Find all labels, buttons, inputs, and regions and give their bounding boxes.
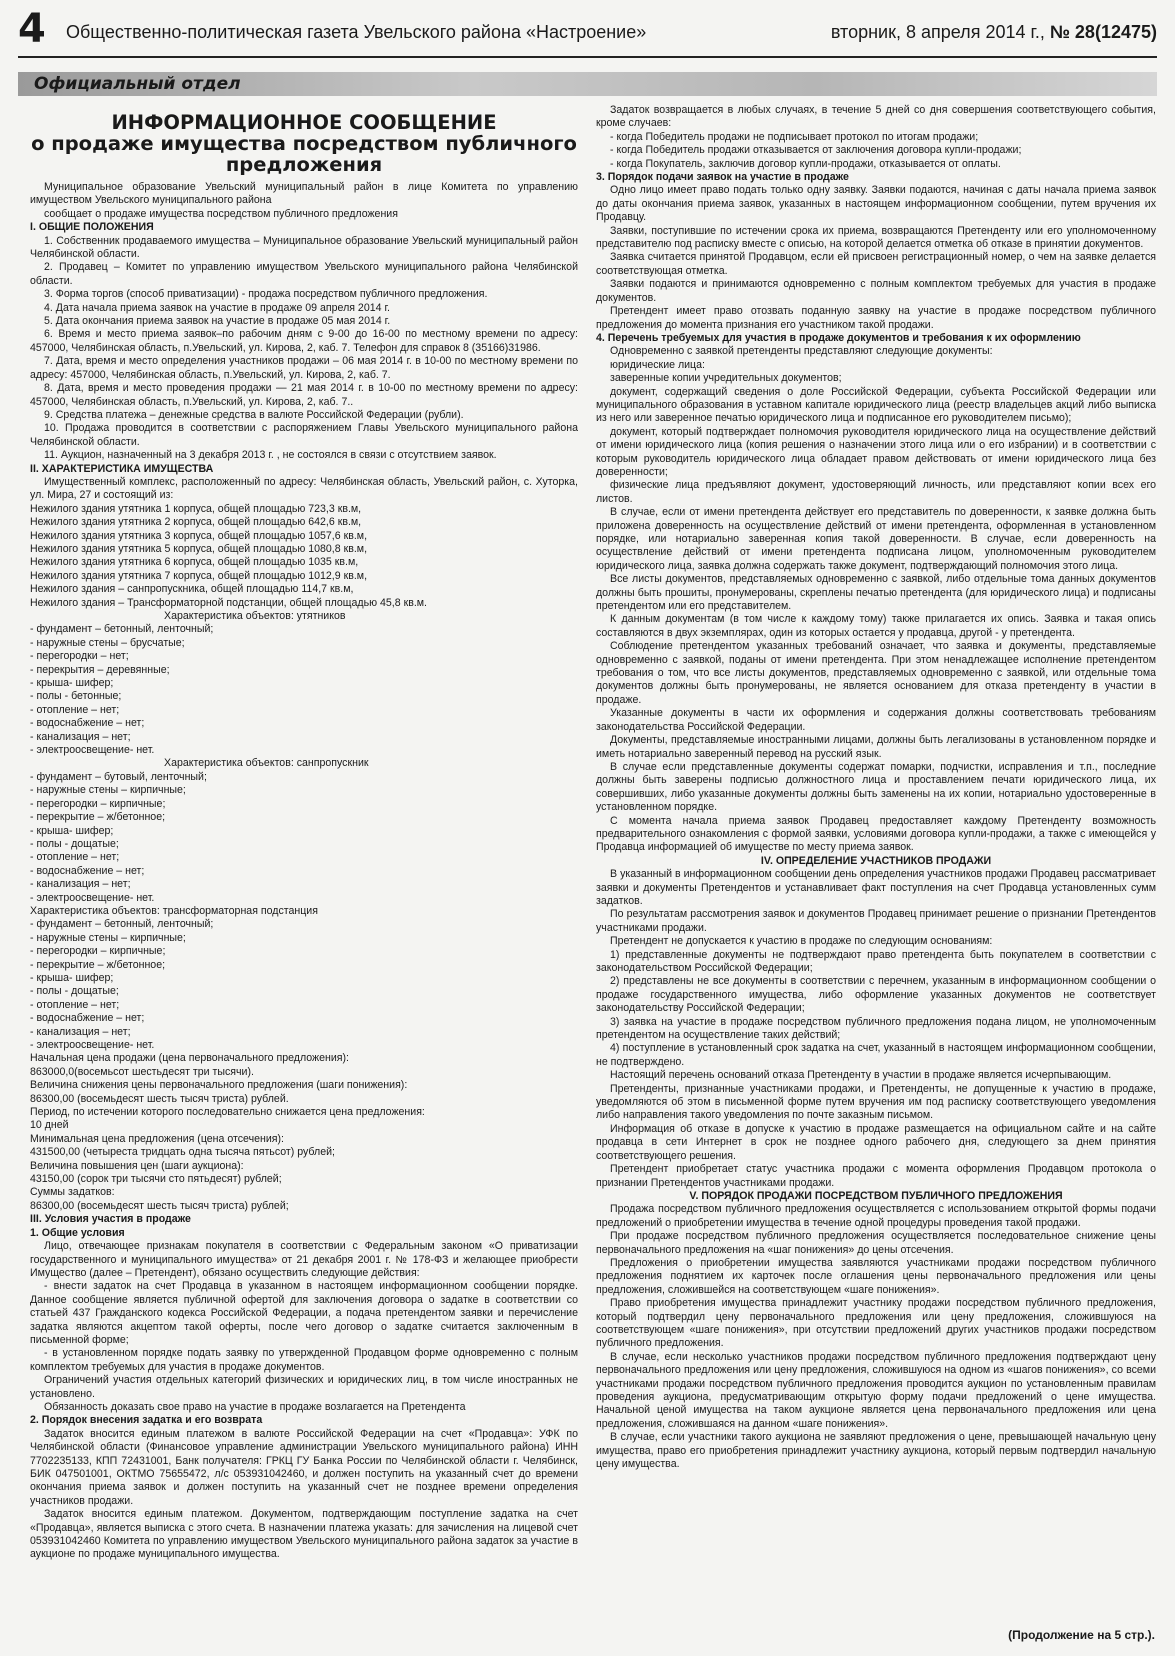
text-line: - крыша- шифер; [30, 677, 114, 690]
text-line: Ограничений участия отдельных категорий физических и юридических лиц, в том числе иностранных не установлено. [30, 1374, 578, 1400]
text-line: 431500,00 (четыреста тридцать одна тысяча пятьсот) рублей; [30, 1146, 335, 1159]
text-line: Обязанность доказать свое право на участие в продаже возлагается на Претендента [44, 1400, 466, 1413]
text-line: Информация об отказе в допуске к участию в продаже размещается на официальном сайте и на сайте продавца в сети Интернет в срок не позднее одного рабочего дня, следующего за днем принятия соответствующего решения. [596, 1122, 1156, 1162]
section-heading: II. ХАРАКТЕРИСТИКА ИМУЩЕСТВА [30, 462, 214, 475]
text-line: Заявки, поступившие по истечении срока их приема, возвращаются Претенденту или его уполномоченному представителю под расписку вместе с описью, на которой делается отметка об отказе в принятии документов. [596, 224, 1156, 251]
subsection-heading: 1. Общие условия [30, 1226, 125, 1239]
newspaper-name: Общественно-политическая газета Увельского района «Настроение» [66, 22, 647, 42]
text-line: 2) представлены не все документы в соответствии с перечнем, указанным в информационном сообщении о продаже государственного имущества, либо оформление указанных документов не соответствует законодательству Российской Федерации; [596, 975, 1156, 1015]
buildings-list [30, 503, 578, 610]
section-heading: I. ОБЩИЕ ПОЛОЖЕНИЯ [30, 221, 154, 234]
text-line: - электроосвещение- нет. [30, 1039, 155, 1051]
text-line: Величина снижения цены первоначального предложения (шаги понижения): [30, 1079, 408, 1092]
text-line: Соблюдение претендентом указанных требований означает, что заявка и документы, представляемые одновременно с заявкой, поданы от имени претендента. При этом ненадлежащее исполнение претендентом требования о том, что все листы документов, представляемых одновременно с заявкой, или отдельные тома документов должны быть пронумерованы, не является основанием для отказа претенденту в участии в продаже. [596, 640, 1156, 706]
text-line: Задаток возвращается в любых случаях, в течение 5 дней со дня совершения соответствующего события, кроме случаев: [596, 104, 1156, 130]
text-line: - крыша- шифер; [30, 824, 114, 837]
text-line: - электроосвещение- нет. [30, 891, 155, 904]
text-line: В указанный в информационном сообщении день определения участников продажи Продавец рассматривает заявки и документы Претендентов и устанавливает факт поступления на счет Продавца установленных сумм задатков. [596, 868, 1156, 907]
text-line: - перегородки – кирпичные; [30, 945, 166, 958]
issue-number: № 28(12475) [1049, 22, 1157, 42]
text-line: 86300,00 (восемьдесят шесть тысяч триста) рублей; [30, 1199, 289, 1212]
text-line: Задаток вносится единым платежом в валюте Российской Федерации на счет «Продавца»: УФК по Челябинской области (Финансовое управление администрации Увельского муниципального района) ИНН 7702235133, КПП 72431001, Банк получателя: ГРКЦ ГУ Банка России по Челябинской области г. Челябинск, БИК 047501001, ОКТМО 75655472, л/с 053931042460, и должен поступить на указанный счет до времени окончания приема заявок и должен поступить на указанный счет не позднее времени определения участников продажи. [30, 1427, 578, 1507]
text-line: юридические лица: [610, 358, 705, 371]
text-line: Задаток вносится единым платежом. Документом, подтверждающим поступление задатка на счет «Продавца», является выписка с этого счета. В назначении платежа указать: для зачисления на лицевой счет 053931042460 Комитета по управлению имуществом Увельского муниципального района задаток за участие в аукционе по продаже муниципального имущества. [30, 1508, 578, 1561]
continuation-note: (Продолжение на 5 стр.). [1008, 1628, 1155, 1642]
paragraph: Имущественный комплекс, расположенный по адресу: Челябинская область, Увельский район, с. Хуторка, ул. Мира, 27 и состоящий из: [30, 475, 578, 502]
text-line: 43150,00 (сорок три тысячи сто пятьдесят) рублей; [30, 1173, 282, 1186]
subsection-heading: 2. Порядок внесения задатка и его возврата [30, 1414, 263, 1427]
section-heading: IV. ОПРЕДЕЛЕНИЕ УЧАСТНИКОВ ПРОДАЖИ [760, 854, 992, 867]
text-line: 5. Дата окончания приема заявок на участие в продаже 05 мая 2014 г. [44, 315, 391, 328]
text-line: В случае, если участники такого аукциона не заявляют предложения о цене, превышающей начальную цену имущества, право его приобретения принадлежит участнику аукциона, который первым подтвердил начальную цену имущества. [596, 1431, 1156, 1471]
text-line: К данным документам (в том числе к каждому тому) также прилагается их опись. Заявка и такая опись составляются в двух экземплярах, один из которых остается у продавца, другой - у претендента. [596, 613, 1156, 639]
issue-info [831, 22, 1157, 43]
characteristics-heading: Характеристика объектов: утятников [164, 610, 346, 622]
intro-paragraph: сообщает о продаже имущества посредством публичного предложения [44, 207, 398, 220]
page-number: 4 [18, 6, 46, 52]
characteristics-list [30, 918, 578, 1052]
text-line: Одновременно с заявкой претенденты представляют следующие документы: [610, 345, 993, 358]
text-line: Все листы документов, представляемых одновременно с заявкой, либо отдельные тома данных документов должны быть прошиты, пронумерованы, скреплены печатью претендента (для юридического лица) и подписаны претендентом или его представителем. [596, 573, 1156, 613]
text-line: - фундамент – бетонный, ленточный; [30, 623, 214, 636]
text-line: Претенденты, признанные участниками продажи, и Претенденты, не допущенные к участию в продаже, уведомляются об этом в письменной форме путем вручения им под расписку соответствующего уведомления либо направления такого уведомления по почте заказным письмом. [596, 1082, 1156, 1122]
text-line: - водоснабжение – нет; [30, 864, 145, 877]
text-line: - когда Покупатель, заключив договор купли-продажи, отказывается от оплаты. [610, 157, 1001, 170]
sale-procedure-text [596, 1203, 1156, 1471]
text-line: Претендент имеет право отозвать поданную заявку на участие в продаже посредством публичного предложения до момента признания его участником такой продажи. [596, 305, 1156, 331]
text-line: 6. Время и место приема заявок–по рабочим дням с 9-00 до 16-00 по местному времени по адресу: 457000, Челябинская область, п.Увельский, ул. Кирова, 2, каб. 7. Телефон для справок 8 (35166)31986. [30, 328, 578, 354]
text-line: 863000,0(восемьсот шестьдесят три тысячи). [30, 1065, 254, 1078]
characteristics-heading: Характеристика объектов: санпропускник [164, 757, 369, 770]
text-line: - крыша- шифер; [30, 971, 114, 984]
text-line: - отопление – нет; [30, 998, 120, 1011]
application-order-text [596, 184, 1156, 331]
text-line: - в установленном порядке подать заявку по утвержденной Продавцом форме одновременно с полным комплектом требуемых для участия в продаже документов. [30, 1347, 578, 1373]
text-line: Начальная цена продажи (цена первоначального предложения): [30, 1052, 349, 1065]
text-line: Лицо, отвечающее признакам покупателя в соответствии с Федеральным законом «О приватизации государственного и муниципального имущества» от 21 декабря 2001 г. № 178-ФЗ и желающее приобрести Имущество (далее – Претендент), обязано осуществить следующие действия: [30, 1240, 578, 1279]
text-line: 3. Форма торгов (способ приватизации) - продажа посредством публичного предложения. [44, 288, 488, 301]
masthead [18, 6, 1157, 58]
text-line: Заявки подаются и принимаются одновременно с полным комплектом требуемых для участия в продаже документов. [596, 278, 1156, 304]
text-line: В случае если представленные документы содержат помарки, подчистки, исправления и т.п., последние должны быть заверены подписью должностного лица и проставлением печати юридического лица, их совершивших, либо указанные документы должны быть заменены на их копии, нотариально удостоверенные в установленном порядке. [596, 760, 1156, 814]
subsection-heading: 4. Перечень требуемых для участия в продаже документов и требования к их оформлению [596, 331, 1081, 344]
participants-text [596, 868, 1156, 1190]
text-line: Минимальная цена предложения (цена отсечения): [30, 1132, 284, 1145]
text-line: Нежилого здания утятника 1 корпуса, общей площадью 723,3 кв.м, [30, 502, 362, 515]
text-line: Период, по истечении которого последовательно снижается цена предложения: [30, 1106, 425, 1119]
text-line: - водоснабжение – нет; [30, 1012, 145, 1025]
deposit-text [30, 1428, 578, 1562]
text-line: Право приобретения имущества принадлежит участнику продажи посредством публичного предложения, который подтвердил цену первоначального предложения или цену предложения, сложившуюся на соответствующем «шаге понижения», при отсутствии предложений других участников продажи посредством публичного предложения. [596, 1297, 1156, 1350]
characteristics-list [30, 771, 578, 905]
text-line: документ, который подтверждает полномочия руководителя юридического лица на осуществление действий от имени юридического лица (копия решения о назначении этого лица или о его избрании) и в соответствии с которым руководитель юридического лица обладает правом действовать от имени юридического лица без доверенности; [596, 425, 1156, 478]
section-heading: III. Условия участия в продаже [30, 1213, 191, 1226]
characteristics-list [30, 623, 578, 757]
characteristics-heading: Характеристика объектов: трансформаторная подстанция [30, 904, 318, 917]
text-line: - когда Победитель продажи не подписывает протокол по итогам продажи; [610, 130, 979, 143]
text-line: С момента начала приема заявок Продавец предоставляет каждому Претенденту возможность предварительного ознакомления с формой заявки, условиями договора купли-продажи, а также с имеющейся у Продавца информацией об имуществе по месту приема заявок. [596, 814, 1156, 854]
text-line: - внести задаток на счет Продавца в указанном в настоящем информационном сообщении порядке. Данное сообщение является публичной офертой для заключения договора о задатке в соответствии со статьей 437 Гражданского кодекса Российской Федерации, а подача претендентом заявки и перечисление задатка являются акцептом такой оферты, после чего договор о задатке считается заключенным в письменной форме; [30, 1280, 578, 1346]
text-line: - канализация – нет; [30, 730, 131, 743]
text-line: - электроосвещение- нет. [30, 744, 155, 757]
text-line: - фундамент – бутовый, ленточный; [30, 770, 207, 783]
text-line: 1) представленные документы не подтверждают право претендента быть покупателем в соответствии с законодательством Российской Федерации; [596, 948, 1156, 974]
text-line: - перекрытие – ж/бетонное; [30, 958, 166, 971]
section-bar [18, 72, 1157, 96]
text-line: документ, содержащий сведения о доле Российской Федерации, субъекта Российской Федерации или муниципального образования в уставном капитале юридического лица (реестр владельцев акций либо выписка из него или заверенное печатью юридического лица и подписанное его руководителем письмо); [596, 385, 1156, 425]
text-line: - фундамент – бетонный, ленточный; [30, 918, 214, 931]
text-line: Нежилого здания утятника 3 корпуса, общей площадью 1057,6 кв.м, [30, 529, 368, 542]
title-line-2: о продаже имущества посредством публичного предложения [31, 132, 577, 176]
text-line: 4. Дата начала приема заявок на участие в продаже 09 апреля 2014 г. [44, 301, 390, 314]
title-line-1: ИНФОРМАЦИОННОЕ СООБЩЕНИЕ [111, 111, 497, 134]
text-line: 10 дней [30, 1119, 69, 1132]
text-line: 8. Дата, время и место проведения продажи — 21 мая 2014 г. в 10-00 по местному времени по адресу: 457000, Челябинская область, п.Увельский, ул. Кирова, 2, каб. 7.. [30, 382, 578, 408]
general-conditions-text [30, 1240, 578, 1414]
text-line: 4) поступление в установленный срок задатка на счет, указанный в настоящем информационном сообщении, не подтверждено. [596, 1042, 1156, 1068]
text-line: Нежилого здания утятника 2 корпуса, общей площадью 642,6 кв.м, [30, 516, 362, 529]
text-line: - перекрытие – ж/бетонное; [30, 811, 166, 824]
text-line: физические лица предъявляют документ, удостоверяющий личность, или представляют копии всех его листов. [596, 479, 1156, 505]
text-line: - отопление – нет; [30, 851, 120, 864]
text-line: - отопление – нет; [30, 703, 120, 716]
text-line: Документы, представляемые иностранными лицами, должны быть легализованы в установленном порядке и иметь нотариально заверенный перевод на русский язык. [596, 734, 1156, 760]
right-column [596, 104, 1156, 1634]
text-line: В случае, если несколько участников продажи посредством публичного предложения подтверждают цену первоначального предложения или цену предложения, сложившуюся на одном из «шагов понижения», со всеми участниками продажи посредством публичного предложения проводится аукцион по установленным правилам проведения аукциона, предусматривающим открытую форму подачи предложений о цене имущества. Начальной ценой имущества на таком аукционе является цена первоначального предложения или цена предложения, сложившаяся на данном «шаге понижения». [596, 1350, 1156, 1430]
text-line: Нежилого здания утятника 7 корпуса, общей площадью 1012,9 кв.м, [30, 569, 368, 582]
text-line: При продаже посредством публичного предложения осуществляется последовательное снижение цены первоначального предложения на «шаг понижения» до цены отсечения. [596, 1230, 1156, 1256]
text-line: 3) заявка на участие в продаже посредством публичного предложения подана лицом, не уполномоченным претендентом на осуществление таких действий; [596, 1015, 1156, 1042]
text-line: - наружные стены – брусчатые; [30, 636, 185, 649]
text-line: - канализация – нет; [30, 878, 131, 891]
text-line: 86300,00 (восемьдесят шесть тысяч триста) рублей. [30, 1092, 289, 1105]
left-column [30, 104, 578, 1634]
text-line: Нежилого здания утятника 6 корпуса, общей площадью 1035 кв.м, [30, 556, 359, 569]
text-line: - наружные стены – кирпичные; [30, 931, 186, 944]
text-line: - канализация – нет; [30, 1025, 131, 1038]
text-line: - перекрытия – деревянные; [30, 663, 170, 676]
text-line: 11. Аукцион, назначенный на 3 декабря 2013 г. , не состоялся в связи с отсутствием заявок. [44, 449, 497, 462]
text-line: 2. Продавец – Комитет по управлению имуществом Увельского муниципального района Челябинской области. [30, 261, 578, 287]
text-line: - перегородки – нет; [30, 650, 129, 663]
text-line: Продажа посредством публичного предложения осуществляется с использованием открытой формы подачи предложений о приобретении имущества в течение одной процедуры проведения такой продажи. [596, 1203, 1156, 1229]
text-line: Претендент не допускается к участию в продаже по следующим основаниям: [610, 935, 993, 948]
subsection-heading: 3. Порядок подачи заявок на участие в продаже [596, 171, 849, 184]
section-heading: V. ПОРЯДОК ПРОДАЖИ ПОСРЕДСТВОМ ПУБЛИЧНОГО ПРЕДЛОЖЕНИЯ [689, 1189, 1063, 1202]
notice-title [30, 112, 578, 175]
text-line: Одно лицо имеет право подать только одну заявку. Заявки подаются, начиная с даты начала приема заявок до даты окончания приема заявок, указанных в настоящем информационном сообщении, путем вручения их Продавцу. [596, 184, 1156, 224]
documents-text [596, 345, 1156, 854]
text-line: 7. Дата, время и место определения участников продажи – 06 мая 2014 г. в 10-00 по местному времени по адресу: 457000, Челябинская область, п.Увельский, ул. Кирова, 2, каб. 7. [30, 355, 578, 381]
issue-date: вторник, 8 апреля 2014 г., [830, 22, 1050, 42]
text-line: - перегородки – кирпичные; [30, 797, 166, 810]
text-line: Величина повышения цен (шаги аукциона): [30, 1159, 244, 1172]
text-line: По результатам рассмотрения заявок и документов Продавец принимает решение о признании Претендентов участниками продажи. [596, 908, 1156, 934]
text-line: заверенные копии учредительных документов; [610, 372, 842, 385]
text-line: Указанные документы в части их оформления и содержания должны соответствовать требованиям законодательства Российской Федерации. [596, 707, 1156, 733]
prices-list [30, 1052, 578, 1213]
text-line: 1. Собственник продаваемого имущества – Муниципальное образование Увельский муниципальный район Челябинской области. [30, 234, 578, 261]
text-line: Нежилого здания – санпропускника, общей площадью 114,7 кв.м, [30, 583, 354, 596]
text-line: Предложения о приобретении имущества заявляются участниками продажи посредством публичного предложения поднятием их карточек после оглашения цены первоначального предложения или цены предложения, сложившейся на соответствующем «шаге понижения». [596, 1256, 1156, 1296]
general-provisions-list [30, 235, 578, 463]
text-line: - полы - дощатые; [30, 837, 119, 850]
text-line: 10. Продажа проводится в соответствии с распоряжением Главы Увельского муниципального района Челябинской области. [30, 422, 578, 448]
text-line: Суммы задатков: [30, 1186, 115, 1199]
text-line: - наружные стены – кирпичные; [30, 784, 186, 797]
text-line: Заявка считается принятой Продавцом, если ей присвоен регистрационный номер, о чем на заявке делается соответствующая отметка. [596, 251, 1156, 277]
text-line: Нежилого здания утятника 5 корпуса, общей площадью 1080,8 кв.м, [30, 542, 368, 555]
text-line: Настоящий перечень оснований отказа Претенденту в участии в продаже является исчерпывающим. [610, 1069, 1112, 1082]
text-line: Нежилого здания – Трансформаторной подстанции, общей площадью 45,8 кв.м. [30, 596, 428, 609]
text-line: Претендент приобретает статус участника продажи с момента оформления Продавцом протокола о признании Претендентов участниками продажи. [596, 1163, 1156, 1189]
section-label: Официальный отдел [34, 74, 241, 94]
text-line: - водоснабжение – нет; [30, 717, 145, 730]
text-line: - полы - дощатые; [30, 985, 119, 998]
deposit-return-text [596, 104, 1156, 171]
text-line: - полы - бетонные; [30, 690, 122, 703]
text-line: В случае, если от имени претендента действует его представитель по доверенности, к заявке должна быть приложена доверенность на осуществление действий от имени претендента, оформленная в установленном порядке, или нотариально заверенная копия такой доверенности. В случае, если доверенность на осуществление действий от имени претендента подписана лицом, уполномоченным руководителем юридического лица, заявка должна содержать также документ, подтверждающий полномочия этого лица. [596, 506, 1156, 572]
intro-paragraph: Муниципальное образование Увельский муниципальный район в лице Комитета по управлению имуществом Увельского муниципального района [30, 181, 578, 207]
text-line: - когда Победитель продажи отказывается от заключения договора купли-продажи; [610, 144, 1022, 157]
text-line: 9. Средства платежа – денежные средства в валюте Российской Федерации (рубли). [44, 408, 464, 421]
